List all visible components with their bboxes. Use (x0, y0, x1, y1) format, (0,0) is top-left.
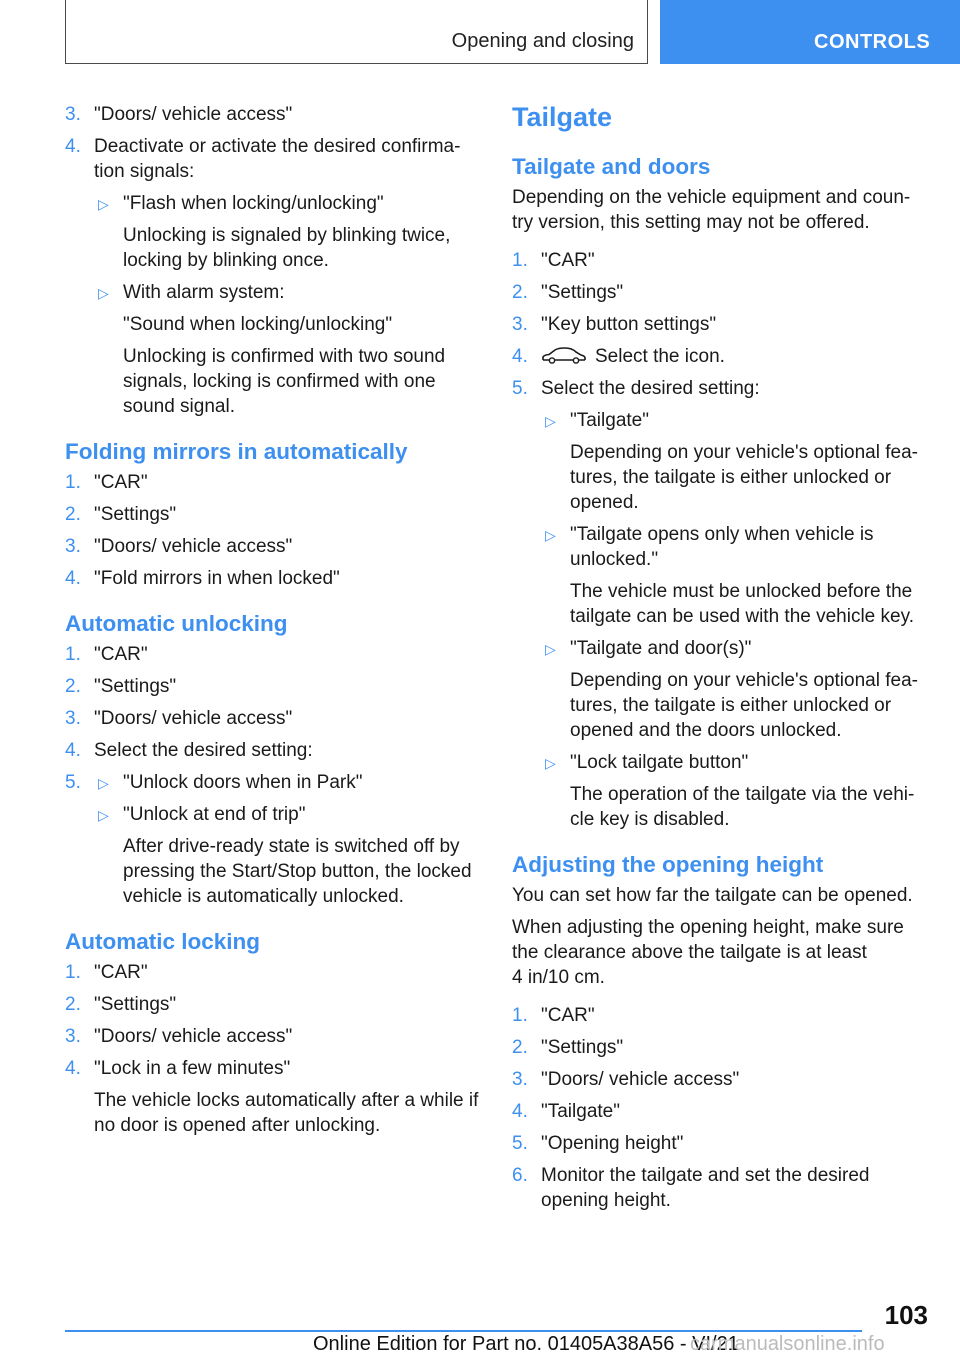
tailgate-steps (512, 248, 927, 832)
list-item (512, 248, 927, 273)
step-text: "Doors/ vehicle access" (94, 536, 293, 557)
height-paragraph-2b: 4 in/10 cm. (512, 967, 605, 988)
heading-automatic-unlocking: Automatic unlocking (65, 611, 288, 636)
left-column (65, 102, 480, 1145)
step-text: "Settings" (541, 282, 624, 303)
option-label: "Tailgate" (570, 410, 649, 431)
triangle-right-icon: ▷ (98, 285, 109, 301)
step-text: "Doors/ vehicle access" (94, 1026, 293, 1047)
step-text: Select the desired setting: (541, 378, 760, 399)
locking-steps (65, 960, 480, 1138)
list-item (512, 280, 927, 305)
step-text: Select the icon. (595, 346, 725, 367)
height-paragraph-2: When adjusting the opening height, make sure the clearance above the tailgate is at least (512, 917, 904, 963)
list-item (94, 802, 480, 909)
step-text: "Settings" (94, 504, 177, 525)
header-chapter-tab (660, 0, 960, 64)
step-text: "Lock in a few minutes" (94, 1058, 291, 1079)
intro-paragraph: Depending on the vehicle equipment and coun‐try version, this setting may not be offered. (512, 187, 911, 233)
option-label: "Lock tailgate button" (570, 752, 749, 773)
list-item (65, 1056, 480, 1138)
triangle-right-icon: ▷ (98, 775, 109, 791)
footer-edition: Online Edition for Part no. 01405A38A56 - VI/21 (313, 1333, 739, 1355)
step-text: "CAR" (541, 250, 595, 271)
option-label: With alarm system: (123, 282, 285, 303)
chapter-title: CONTROLS (814, 31, 931, 53)
tailgate-options (541, 408, 927, 832)
step-number: 2. (65, 504, 81, 525)
step-number: 4. (65, 136, 81, 157)
step-text: "Settings" (94, 994, 177, 1015)
step-number: 3. (65, 708, 81, 729)
step-number: 3. (65, 104, 81, 125)
list-item (65, 566, 480, 591)
step-text: "CAR" (94, 644, 148, 665)
list-item (512, 312, 927, 337)
option-desc: The vehicle must be unlocked before the tailgate can be used with the vehicle key. (570, 581, 914, 627)
list-item (65, 674, 480, 699)
step-text: "CAR" (541, 1005, 595, 1026)
list-item (541, 522, 927, 629)
list-item (65, 770, 480, 909)
step-number: 1. (512, 250, 528, 271)
step-number: 1. (65, 962, 81, 983)
step-desc: The vehicle locks automatically after a while if no door is opened after unlocking. (94, 1090, 479, 1136)
step-text: "Settings" (541, 1037, 624, 1058)
list-item (65, 534, 480, 559)
triangle-right-icon: ▷ (545, 755, 556, 771)
step-text: "Settings" (94, 676, 177, 697)
step-number: 1. (512, 1005, 528, 1026)
option-label: "Flash when locking/unlocking" (123, 193, 384, 214)
list-item (65, 960, 480, 985)
header-section-box (65, 0, 648, 64)
watermark: carmanualsonline.info (690, 1333, 885, 1355)
step-number: 2. (65, 676, 81, 697)
option-desc: Unlocking is confirmed with two sound signals, locking is confirmed with one sound signal. (123, 346, 446, 417)
list-item (65, 706, 480, 731)
right-column (512, 102, 927, 1220)
car-icon (541, 346, 587, 364)
list-item (94, 191, 480, 273)
option-label: "Tailgate and door(s)" (570, 638, 752, 659)
step-text: "Key button settings" (541, 314, 717, 335)
doors-access-steps (65, 102, 480, 419)
step-number: 6. (512, 1165, 528, 1186)
heading-automatic-locking: Automatic locking (65, 929, 261, 954)
step-number: 2. (65, 994, 81, 1015)
step-number: 4. (65, 1058, 81, 1079)
triangle-right-icon: ▷ (545, 413, 556, 429)
step-number: 2. (512, 282, 528, 303)
option-label: "Unlock doors when in Park" (123, 772, 363, 793)
triangle-right-icon: ▷ (545, 641, 556, 657)
option-desc: Depending on your vehicle's optional fea‐tures, the tailgate is either unlocked or opened and the doors unlocked. (570, 670, 918, 741)
step-number: 5. (65, 772, 81, 793)
list-item (94, 280, 480, 419)
step-number: 4. (65, 740, 81, 761)
option-desc: Unlocking is signaled by blinking twice, locking by blinking once. (123, 225, 451, 271)
step-number: 5. (512, 1133, 528, 1154)
step-text: "Opening height" (541, 1133, 684, 1154)
step-text: "CAR" (94, 472, 148, 493)
heading-opening-height: Adjusting the opening height (512, 852, 824, 877)
triangle-right-icon: ▷ (98, 807, 109, 823)
list-item (512, 1131, 927, 1156)
list-item (512, 1163, 927, 1213)
option-desc: The operation of the tailgate via the vehi‐cle key is disabled. (570, 784, 915, 830)
step-text: Deactivate or activate the desired confirma‐tion signals: (94, 136, 461, 182)
step-text: "Fold mirrors in when locked" (94, 568, 340, 589)
option-label: "Unlock at end of trip" (123, 804, 306, 825)
list-item (512, 1003, 927, 1028)
step-number: 4. (65, 568, 81, 589)
option-desc: After drive-ready state is switched off by pressing the Start/Stop button, the locked vehicle is automatically unlocked. (123, 836, 472, 907)
list-item (65, 992, 480, 1017)
list-item (512, 344, 927, 369)
option-desc: "Sound when locking/unlocking" (123, 314, 393, 335)
list-item (541, 636, 927, 743)
list-item (512, 376, 927, 832)
list-item (512, 1099, 927, 1124)
list-item (541, 750, 927, 832)
triangle-right-icon: ▷ (98, 196, 109, 212)
triangle-right-icon: ▷ (545, 527, 556, 543)
step-number: 2. (512, 1037, 528, 1058)
unlocking-steps (65, 642, 480, 909)
step-text: "Doors/ vehicle access" (94, 104, 293, 125)
step-number: 3. (512, 1069, 528, 1090)
list-item (541, 408, 927, 515)
step-number: 3. (512, 314, 528, 335)
unlock-options (94, 770, 480, 909)
heading-tailgate: Tailgate (512, 102, 613, 132)
list-item (65, 134, 480, 419)
list-item (94, 770, 480, 795)
option-label: "Tailgate opens only when vehicle is unlocked." (570, 524, 874, 570)
step-number: 3. (65, 536, 81, 557)
signal-options (94, 191, 480, 419)
step-text: Monitor the tailgate and set the desired opening height. (541, 1165, 870, 1211)
section-title: Opening and closing (451, 30, 634, 52)
step-number: 4. (512, 346, 528, 367)
step-text: "Doors/ vehicle access" (94, 708, 293, 729)
list-item (65, 738, 480, 763)
page-number: 103 (884, 1300, 928, 1330)
list-item (65, 102, 480, 127)
step-text: "Doors/ vehicle access" (541, 1069, 740, 1090)
step-text: Select the desired setting: (94, 740, 313, 761)
list-item (512, 1035, 927, 1060)
folding-steps (65, 470, 480, 591)
step-text: "CAR" (94, 962, 148, 983)
step-number: 5. (512, 378, 528, 399)
heading-tailgate-and-doors: Tailgate and doors (512, 154, 711, 179)
step-number: 1. (65, 472, 81, 493)
step-text: "Tailgate" (541, 1101, 620, 1122)
list-item (512, 1067, 927, 1092)
heading-folding-mirrors: Folding mirrors in automatically (65, 439, 408, 464)
step-number: 3. (65, 1026, 81, 1047)
list-item (65, 470, 480, 495)
height-paragraph-1: You can set how far the tailgate can be opened. (512, 885, 913, 906)
option-desc: Depending on your vehicle's optional fea‐tures, the tailgate is either unlocked or opened. (570, 442, 918, 513)
list-item (65, 1024, 480, 1049)
step-number: 1. (65, 644, 81, 665)
list-item (65, 642, 480, 667)
list-item (65, 502, 480, 527)
footer-divider (65, 1330, 862, 1332)
step-number: 4. (512, 1101, 528, 1122)
height-steps (512, 1003, 927, 1213)
